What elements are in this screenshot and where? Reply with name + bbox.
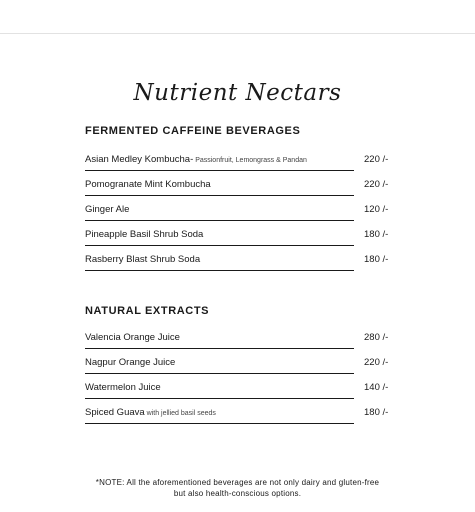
item-price: 220 /- — [364, 154, 389, 165]
item-name: Watermelon Juice — [85, 382, 161, 393]
section-heading-natural-extracts: NATURAL EXTRACTS — [85, 305, 210, 317]
menu-list-fermented — [85, 151, 395, 276]
menu-item — [85, 201, 395, 226]
item-divider — [85, 348, 354, 349]
menu-item — [85, 329, 395, 354]
item-description: Passionfruit, Lemongrass & Pandan — [193, 157, 307, 164]
item-text — [85, 179, 211, 190]
item-price: 120 /- — [364, 204, 389, 215]
item-divider — [85, 398, 354, 399]
item-price: 280 /- — [364, 332, 389, 343]
menu-item — [85, 379, 395, 404]
item-text — [85, 332, 180, 343]
section-heading-fermented: FERMENTED CAFFEINE BEVERAGES — [85, 125, 301, 137]
menu-item — [85, 404, 395, 429]
item-text — [85, 407, 216, 418]
item-divider — [85, 245, 354, 246]
item-price: 180 /- — [364, 229, 389, 240]
item-divider — [85, 423, 354, 424]
item-name: Spiced Guava — [85, 407, 145, 418]
item-divider — [85, 373, 354, 374]
item-name: Valencia Orange Juice — [85, 332, 180, 343]
item-price: 180 /- — [364, 407, 389, 418]
item-price: 180 /- — [364, 254, 389, 265]
menu-item — [85, 354, 395, 379]
item-text — [85, 357, 175, 368]
item-text — [85, 229, 203, 240]
item-text — [85, 204, 129, 215]
item-name: Nagpur Orange Juice — [85, 357, 176, 368]
item-name: Pomogranate Mint Kombucha — [85, 179, 211, 190]
item-text — [85, 382, 161, 393]
item-divider — [85, 195, 354, 196]
item-price: 220 /- — [364, 357, 389, 368]
item-name: Asian Medley Kombucha- — [85, 154, 194, 165]
dietary-note: *NOTE: All the aforementioned beverages are not only dairy and gluten-free but also health-conscious options. — [95, 478, 380, 498]
item-text — [85, 254, 200, 265]
item-text — [85, 154, 307, 165]
item-name: Pineapple Basil Shrub Soda — [85, 229, 204, 240]
item-divider — [85, 220, 354, 221]
item-name: Ginger Ale — [85, 204, 130, 215]
menu-list-natural-extracts — [85, 329, 395, 429]
item-name: Rasberry Blast Shrub Soda — [85, 254, 201, 265]
item-description: with jellied basil seeds — [144, 410, 216, 417]
item-price: 220 /- — [364, 179, 389, 190]
menu-item — [85, 251, 395, 276]
top-bar — [0, 0, 475, 34]
item-divider — [85, 270, 354, 271]
item-price: 140 /- — [364, 382, 389, 393]
menu-item — [85, 151, 395, 176]
menu-item — [85, 176, 395, 201]
item-divider — [85, 170, 354, 171]
menu-item — [85, 226, 395, 251]
menu-title: Nutrient Nectars — [133, 80, 342, 106]
